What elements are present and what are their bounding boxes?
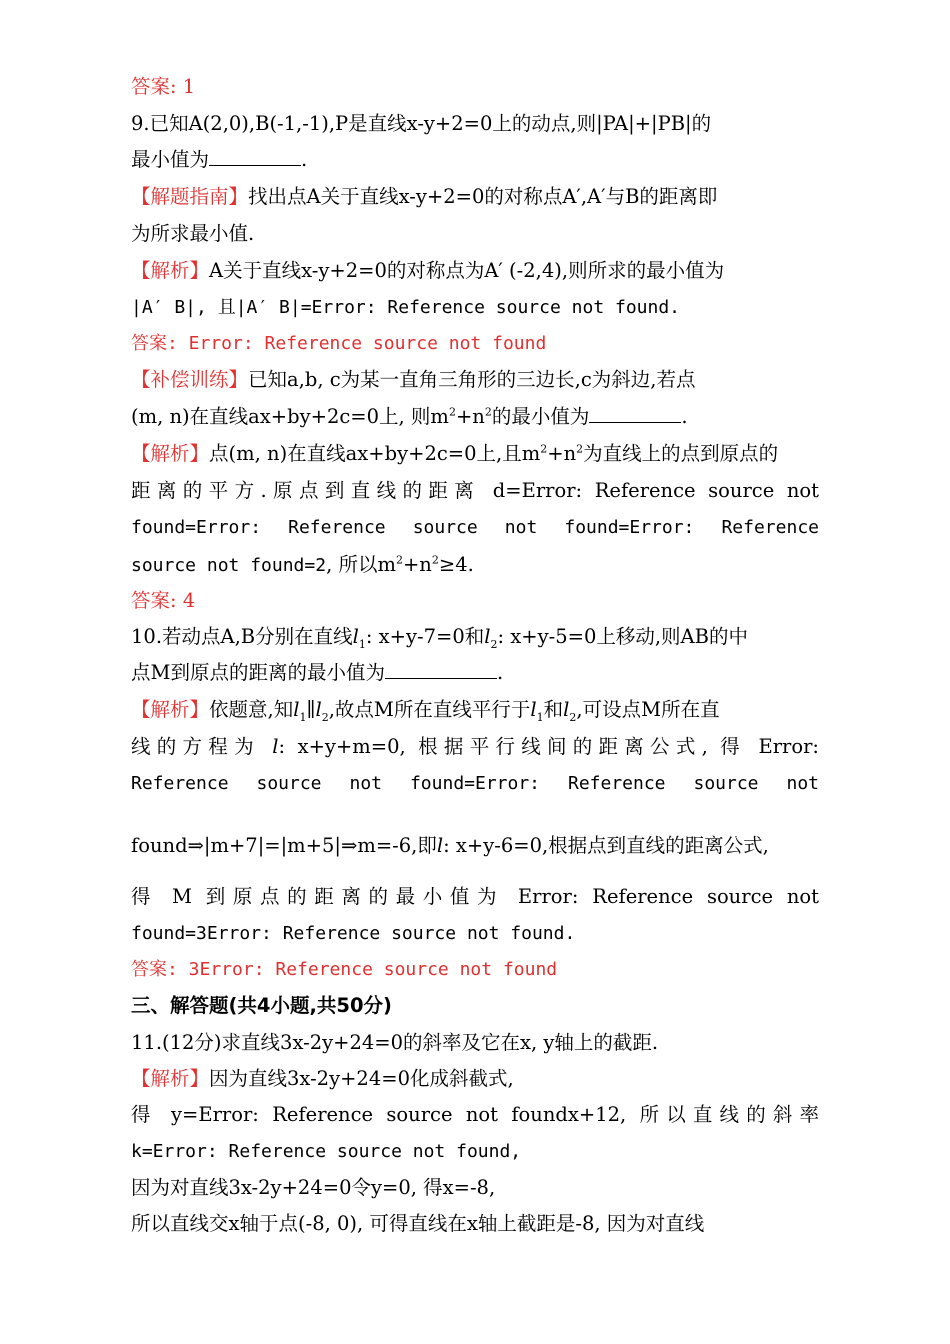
answer-blank: [589, 404, 681, 423]
supplement-label: 【补偿训练】: [131, 368, 249, 391]
analysis-10-line-5: 得 M 到原点的距离的最小值为 Error: Reference source not: [131, 885, 819, 908]
answer-blank: [209, 147, 301, 166]
question-11-line: 11.(12分)求直线3x-2y+24=0的斜率及它在x, y轴上的截距.: [131, 1031, 659, 1054]
analysis-11-line-1: [131, 1066, 819, 1092]
supplement-line-2: (m, n)在直线ax+by+2c=0上, 则$m^2+n^2$的最小值为 .: [131, 405, 688, 428]
question-10-line-1: 10.若动点A,B分别在直线$l_1$: x+y-7=0和$l_2$: x+y-5=0上移动,则AB的中: [131, 625, 748, 650]
answer-blank: [385, 660, 497, 679]
analysis-label: 【解析】: [131, 1067, 210, 1090]
analysis-text: 因为直线3x-2y+24=0化成斜截式,: [209, 1067, 514, 1090]
analysis-9-line-1: [131, 258, 819, 284]
supplement-line-1: [131, 367, 819, 393]
analysis-10-line-2: 线的方程为 l: x+y+m=0, 根据平行线间的距离公式, 得 Error:: [131, 735, 819, 758]
analysis-10-line-3: Reference source not found=Error: Reference source not: [131, 773, 819, 794]
answer-sup-line: 答案: 4: [131, 589, 196, 612]
analysis-10-line-1: [131, 697, 819, 723]
question-10-line-2: 点M到原点的距离的最小值为 .: [131, 661, 504, 684]
analysis-sup-line-4: source not found=2, 所以$m^2+n^2\ge 4$.: [131, 553, 474, 576]
answer-line: 答案: 1: [131, 75, 196, 98]
hint-label: 【解题指南】: [131, 185, 249, 208]
section-heading: 三、解答题(共4小题,共50分): [131, 994, 392, 1017]
question-10-text: 点M到原点的距离的最小值为: [131, 661, 385, 684]
analysis-text: 依题意,知$l_1\parallel l_2$,故点M所在直线平行于$l_1$和$l_2$,可设点M所在直: [209, 698, 720, 723]
question-9-line-2: 最小值为 .: [131, 148, 308, 171]
analysis-label: 【解析】: [131, 259, 210, 282]
analysis-sup-line-1: [131, 441, 819, 467]
analysis-11-line-3: k=Error: Reference source not found,: [131, 1141, 522, 1162]
answer-9-line: 答案: Error: Reference source not found: [131, 333, 547, 354]
hint-text: 找出点A关于直线x-y+2=0的对称点A′,A′与B的距离即: [248, 185, 718, 208]
analysis-sup-line-3: found=Error: Reference source not found=Error: Reference: [131, 517, 819, 538]
analysis-label: 【解析】: [131, 442, 210, 465]
supplement-text: 已知a,b, c为某一直角三角形的三边长,c为斜边,若点: [248, 368, 696, 391]
analysis-sup-line-2: 距离的平方.原点到直线的距离 d=Error: Reference source not: [131, 479, 819, 502]
analysis-10-line-4: found⇒|m+7|=|m+5|⇒m=-6,即l: x+y-6=0,根据点到直线的距离公式,: [131, 834, 769, 857]
analysis-text: A关于直线x-y+2=0的对称点为A′ (-2,4),则所求的最小值为: [209, 259, 725, 282]
analysis-text: 点(m, n)在直线ax+by+2c=0上,且$m^2+n^2$为直线上的点到原点的: [209, 442, 779, 465]
analysis-11-line-2: 得 y=Error: Reference source not foundx+12, 所以直线的斜率: [131, 1103, 819, 1126]
question-9-text: 最小值为: [131, 148, 210, 171]
analysis-label: 【解析】: [131, 698, 210, 721]
analysis-10-line-6: found=3Error: Reference source not found.: [131, 923, 576, 944]
hint-line-1: [131, 184, 819, 210]
question-9-line-1: 9.已知A(2,0),B(-1,-1),P是直线x-y+2=0上的动点,则|PA|+|PB|的: [131, 112, 712, 135]
hint-line-2: 为所求最小值.: [131, 222, 255, 245]
analysis-11-line-5: 所以直线交x轴于点(-8, 0), 可得直线在x轴上截距是-8, 因为对直线: [131, 1212, 705, 1235]
analysis-9-line-2: |A′ B|, 且|A′ B|=Error: Reference source not found.: [131, 297, 681, 318]
answer-10-line: 答案: 3Error: Reference source not found: [131, 959, 558, 980]
analysis-11-line-4: 因为对直线3x-2y+24=0令y=0, 得x=-8,: [131, 1176, 496, 1199]
